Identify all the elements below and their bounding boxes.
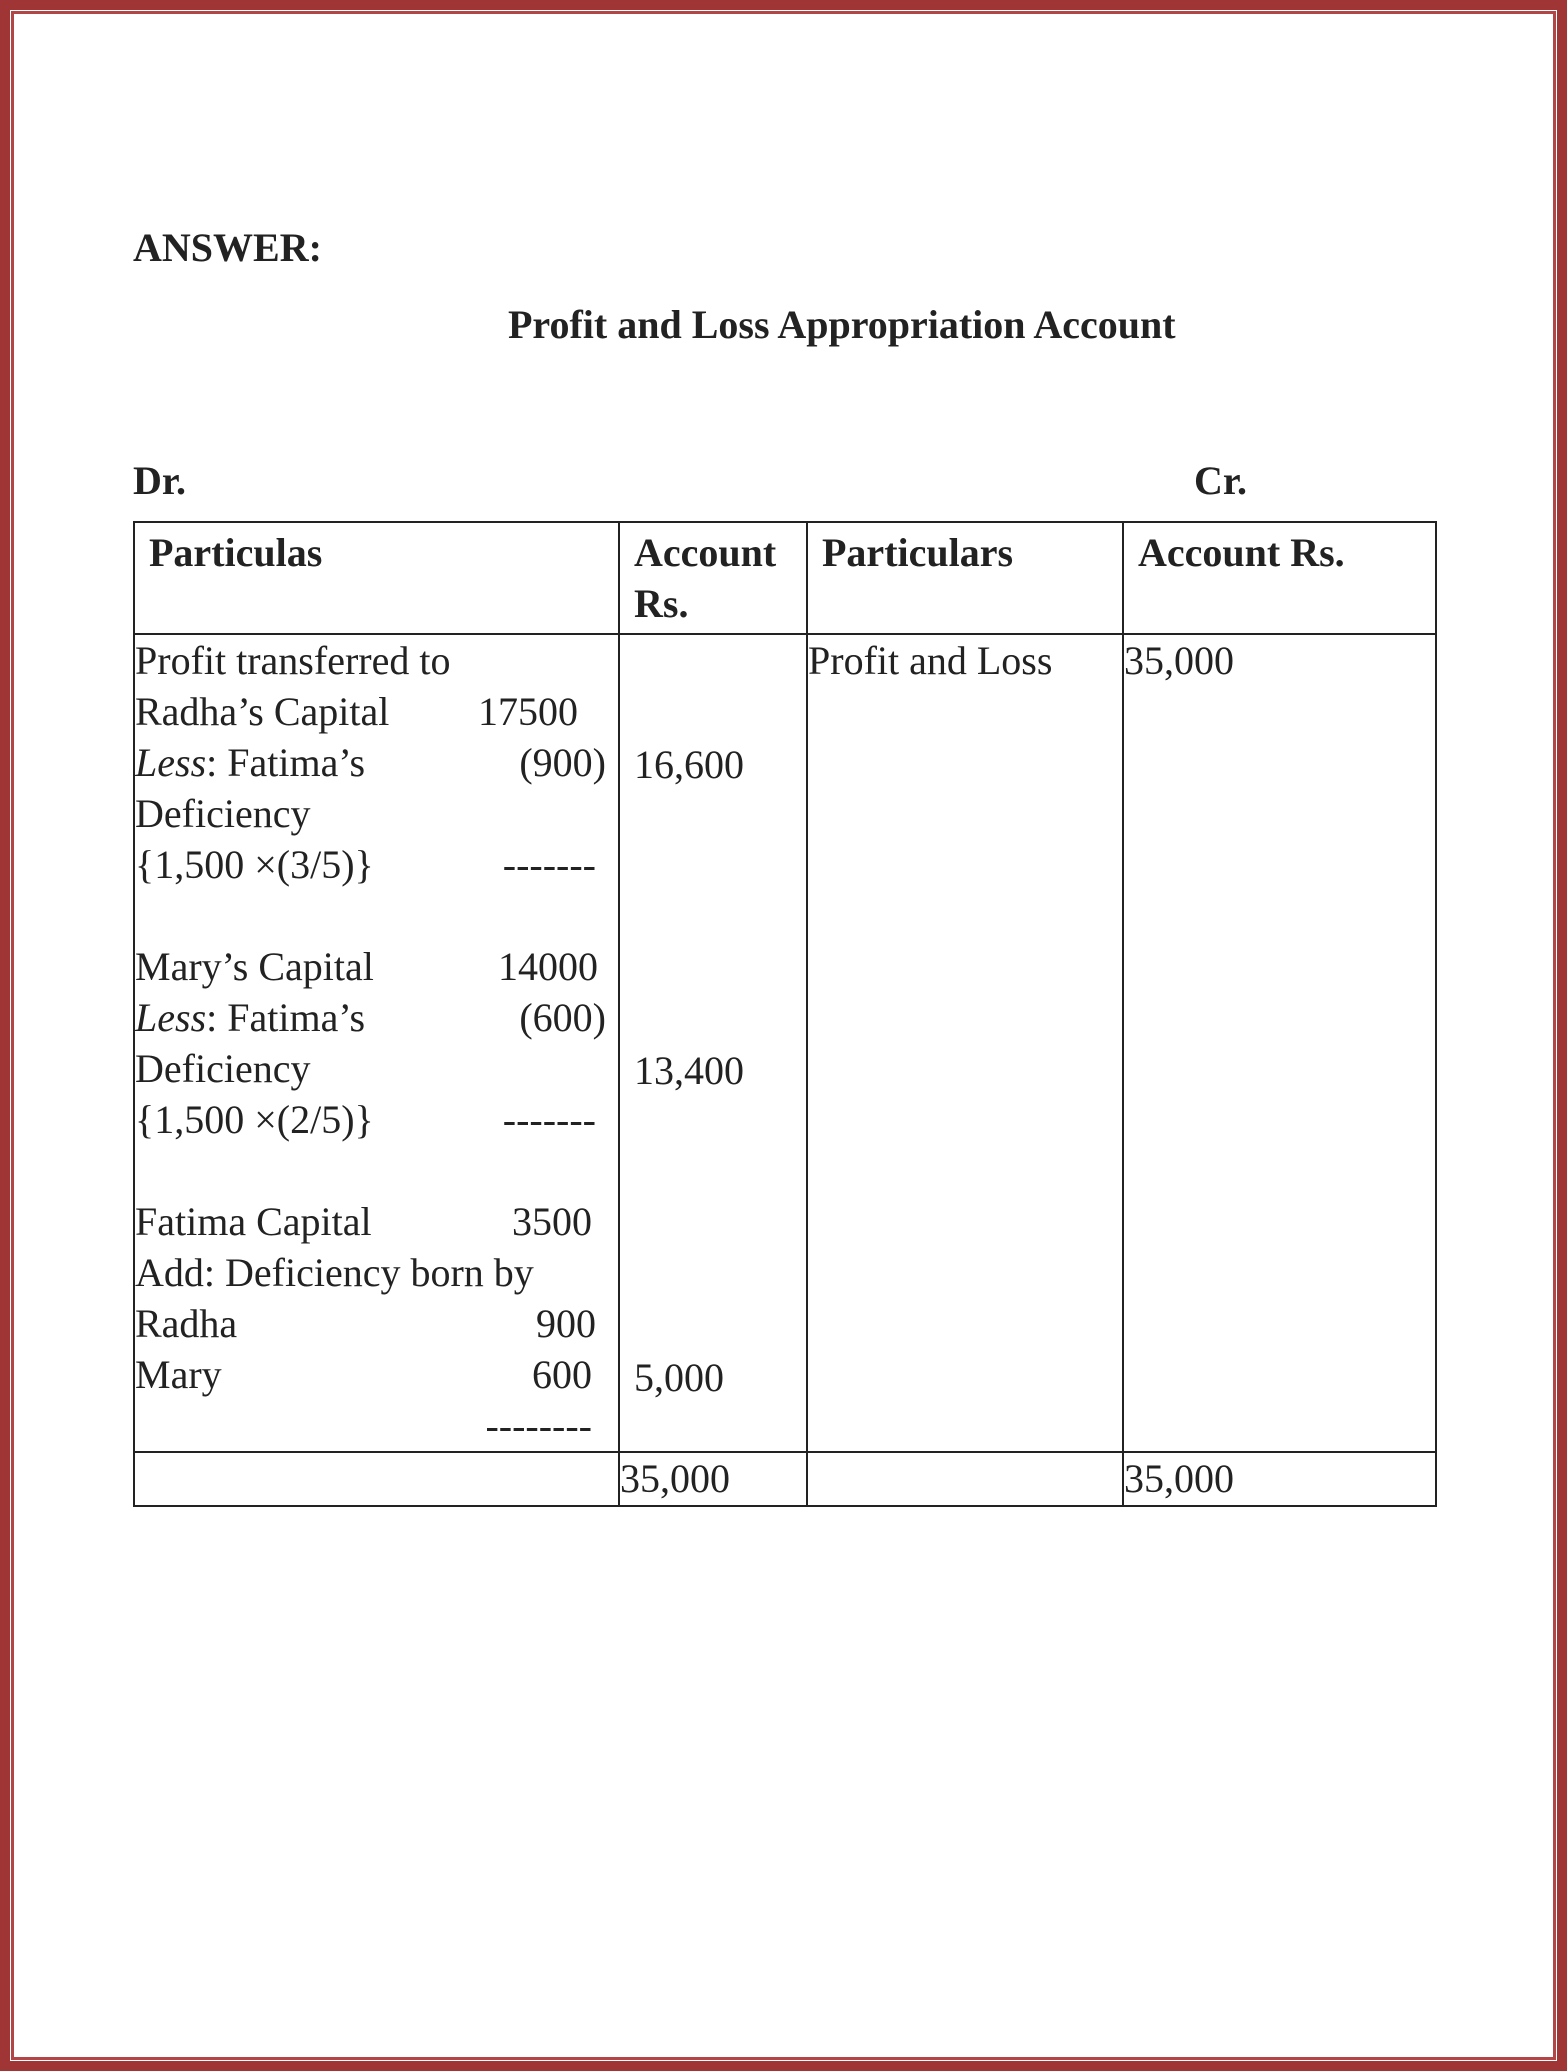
credit-total-label-cell [807, 1452, 1123, 1506]
radha-line-2 [135, 686, 618, 737]
fatima-text-3: Radha [135, 1301, 238, 1346]
mary-text-2: : Fatima’s [206, 995, 366, 1040]
radha-share-value: 17500 [478, 689, 578, 734]
credit-particulars-cell: Profit and Loss [807, 634, 1123, 1452]
fatima-rule: -------- [485, 1403, 592, 1448]
radha-text-5: {1,500 ×(3/5)} [135, 842, 374, 887]
radha-less-label: Less [135, 740, 207, 785]
mary-deficiency-value: (600) [519, 995, 606, 1040]
radha-text-4: Deficiency [135, 791, 311, 836]
entries-row [134, 634, 1436, 1452]
mary-line-4 [135, 1094, 618, 1145]
mary-amount: 13,400 [634, 1048, 744, 1093]
credit-total: 35,000 [1123, 1452, 1436, 1506]
mary-less-label: Less [135, 995, 207, 1040]
mary-text-3: Deficiency [135, 1046, 311, 1091]
fatima-share-value: 3500 [512, 1199, 592, 1244]
mary-line-1 [135, 941, 618, 992]
fatima-text-1: Fatima Capital [135, 1199, 372, 1244]
answer-heading: ANSWER: [133, 225, 322, 270]
header-amount-cr: Account Rs. [1123, 522, 1436, 634]
fatima-mary-value: 600 [532, 1352, 592, 1397]
fatima-radha-value: 900 [536, 1301, 596, 1346]
totals-row [134, 1452, 1436, 1506]
fatima-text-4: Mary [135, 1352, 222, 1397]
mary-line-3 [135, 1043, 618, 1094]
debit-amount-cell [619, 634, 807, 1452]
fatima-line-2 [135, 1247, 618, 1298]
debit-label: Dr. [133, 458, 186, 503]
credit-amount-cell: 35,000 [1123, 634, 1436, 1452]
mary-line-2 [135, 992, 618, 1043]
radha-line-1 [135, 635, 618, 686]
fatima-line-4 [135, 1349, 618, 1400]
header-amount-dr: Account Rs. [619, 522, 807, 634]
debit-particulars-cell [134, 634, 619, 1452]
radha-line-5 [135, 839, 618, 890]
fatima-line-5 [135, 1400, 618, 1451]
header-particulars-cr: Particulars [807, 522, 1123, 634]
fatima-text-2: Add: Deficiency born by [135, 1250, 534, 1295]
mary-rule: ------- [502, 1097, 596, 1142]
mary-share-value: 14000 [498, 944, 598, 989]
account-title: Profit and Loss Appropriation Account [508, 302, 1176, 347]
mary-text-1: Mary’s Capital [135, 944, 374, 989]
credit-label: Cr. [1194, 458, 1247, 503]
header-row [134, 522, 1436, 634]
fatima-amount: 5,000 [634, 1355, 724, 1400]
radha-text-1: Profit transferred to [135, 638, 451, 683]
appropriation-account-table [133, 521, 1437, 1507]
radha-deficiency-value: (900) [519, 740, 606, 785]
total-label-cell [134, 1452, 619, 1506]
radha-rule: ------- [502, 842, 596, 887]
radha-text-2: Radha’s Capital [135, 689, 390, 734]
mary-text-4: {1,500 ×(2/5)} [135, 1097, 374, 1142]
radha-line-3 [135, 737, 618, 788]
fatima-line-3 [135, 1298, 618, 1349]
radha-line-4 [135, 788, 618, 839]
radha-amount: 16,600 [634, 742, 744, 787]
header-particulars-dr: Particulas [134, 522, 619, 634]
debit-total: 35,000 [619, 1452, 807, 1506]
radha-text-3: : Fatima’s [206, 740, 366, 785]
fatima-line-1 [135, 1196, 618, 1247]
